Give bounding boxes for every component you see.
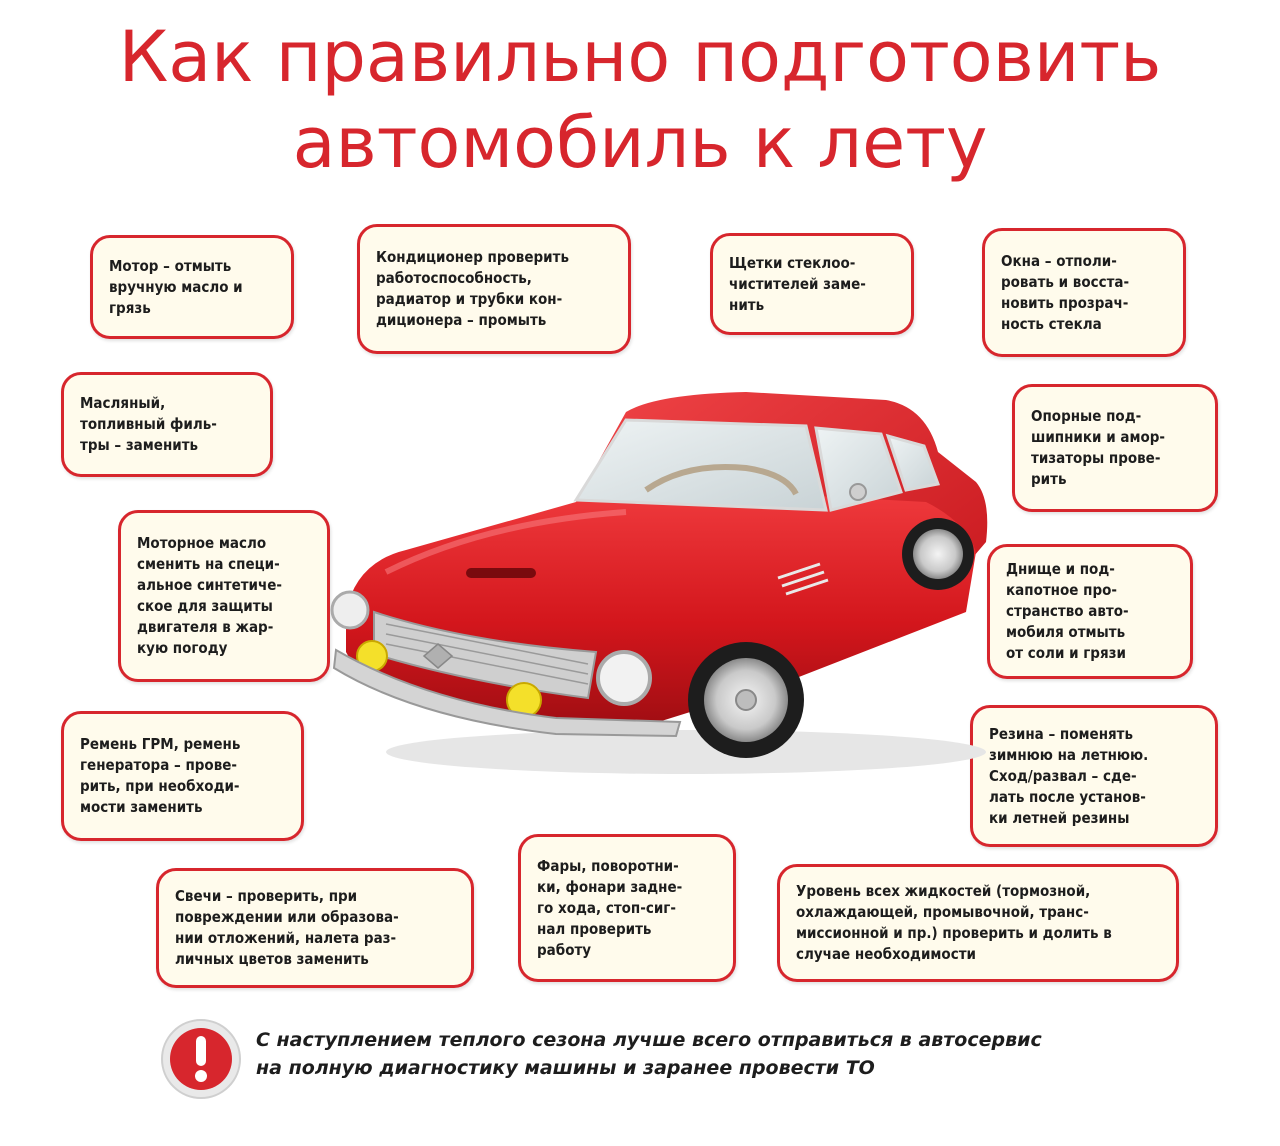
exclamation-icon <box>160 1018 242 1100</box>
tip-text-fluids: Уровень всех жидкостей (тормозной, охлаждающей, промывочной, транс- миссионной и пр.) проверить и долить в случае необходимости <box>796 882 1112 963</box>
tip-text-motor: Мотор – отмыть вручную масло и грязь <box>109 256 243 317</box>
title-line-1: Как правильно подготовить <box>118 16 1162 98</box>
tip-text-oil: Моторное масло сменить на специ- альное синтетиче- ское для защиты двигателя в жар- кую погоду <box>137 534 283 657</box>
tip-card-plugs <box>156 868 474 988</box>
red-car-image <box>326 382 998 782</box>
tip-text-underbody: Днище и под- капотное про- странство авто- мобиля отмыть от соли и грязи <box>1006 560 1129 662</box>
tip-text-belts: Ремень ГРМ, ремень генератора – прове- рить, при необходи- мости заменить <box>80 735 241 816</box>
tip-card-conditioner <box>357 224 631 354</box>
tip-text-conditioner: Кондиционер проверить работоспособность, радиатор и трубки кон- диционера – промыть <box>376 248 569 329</box>
tip-text-wipers: Щетки стеклоо- чистителей заме- нить <box>729 253 866 314</box>
tip-card-underbody <box>987 544 1193 679</box>
tip-text-filters: Масляный, топливный филь- тры – заменить <box>80 394 217 454</box>
tip-card-motor <box>90 235 294 339</box>
tip-text-bearings: Опорные под- шипники и амор- тизаторы прове- рить <box>1031 407 1166 488</box>
tip-card-fluids <box>777 864 1179 982</box>
tip-text-lights: Фары, поворотни- ки, фонари задне- го хода, стоп-сиг- нал проверить работу <box>537 856 683 959</box>
footer-advice-text: С наступлением теплого сезона лучше всего отправиться в автосервис на полную диагностику машины и заранее провести ТО <box>256 1029 1042 1079</box>
page-title <box>0 14 1280 186</box>
tip-card-oil <box>118 510 330 682</box>
car-illustration <box>326 382 998 782</box>
tip-card-tires <box>970 705 1218 847</box>
tip-text-windows: Окна – отполи- ровать и восста- новить прозрач- ность стекла <box>1001 251 1130 333</box>
tip-text-tires: Резина – поменять зимнюю на летнюю. Сход/развал – сде- лать после установ- ки летней резины <box>989 724 1149 827</box>
tip-text-plugs: Свечи – проверить, при повреждении или образова- нии отложений, налета раз- личных цветов заменить <box>175 887 399 968</box>
tip-card-lights <box>518 834 736 982</box>
tip-card-filters <box>61 372 273 477</box>
title-line-2: автомобиль к лету <box>292 102 988 184</box>
tip-card-windows <box>982 228 1186 357</box>
tip-card-wipers <box>710 233 914 335</box>
tip-card-belts <box>61 711 304 841</box>
tip-card-bearings <box>1012 384 1218 512</box>
